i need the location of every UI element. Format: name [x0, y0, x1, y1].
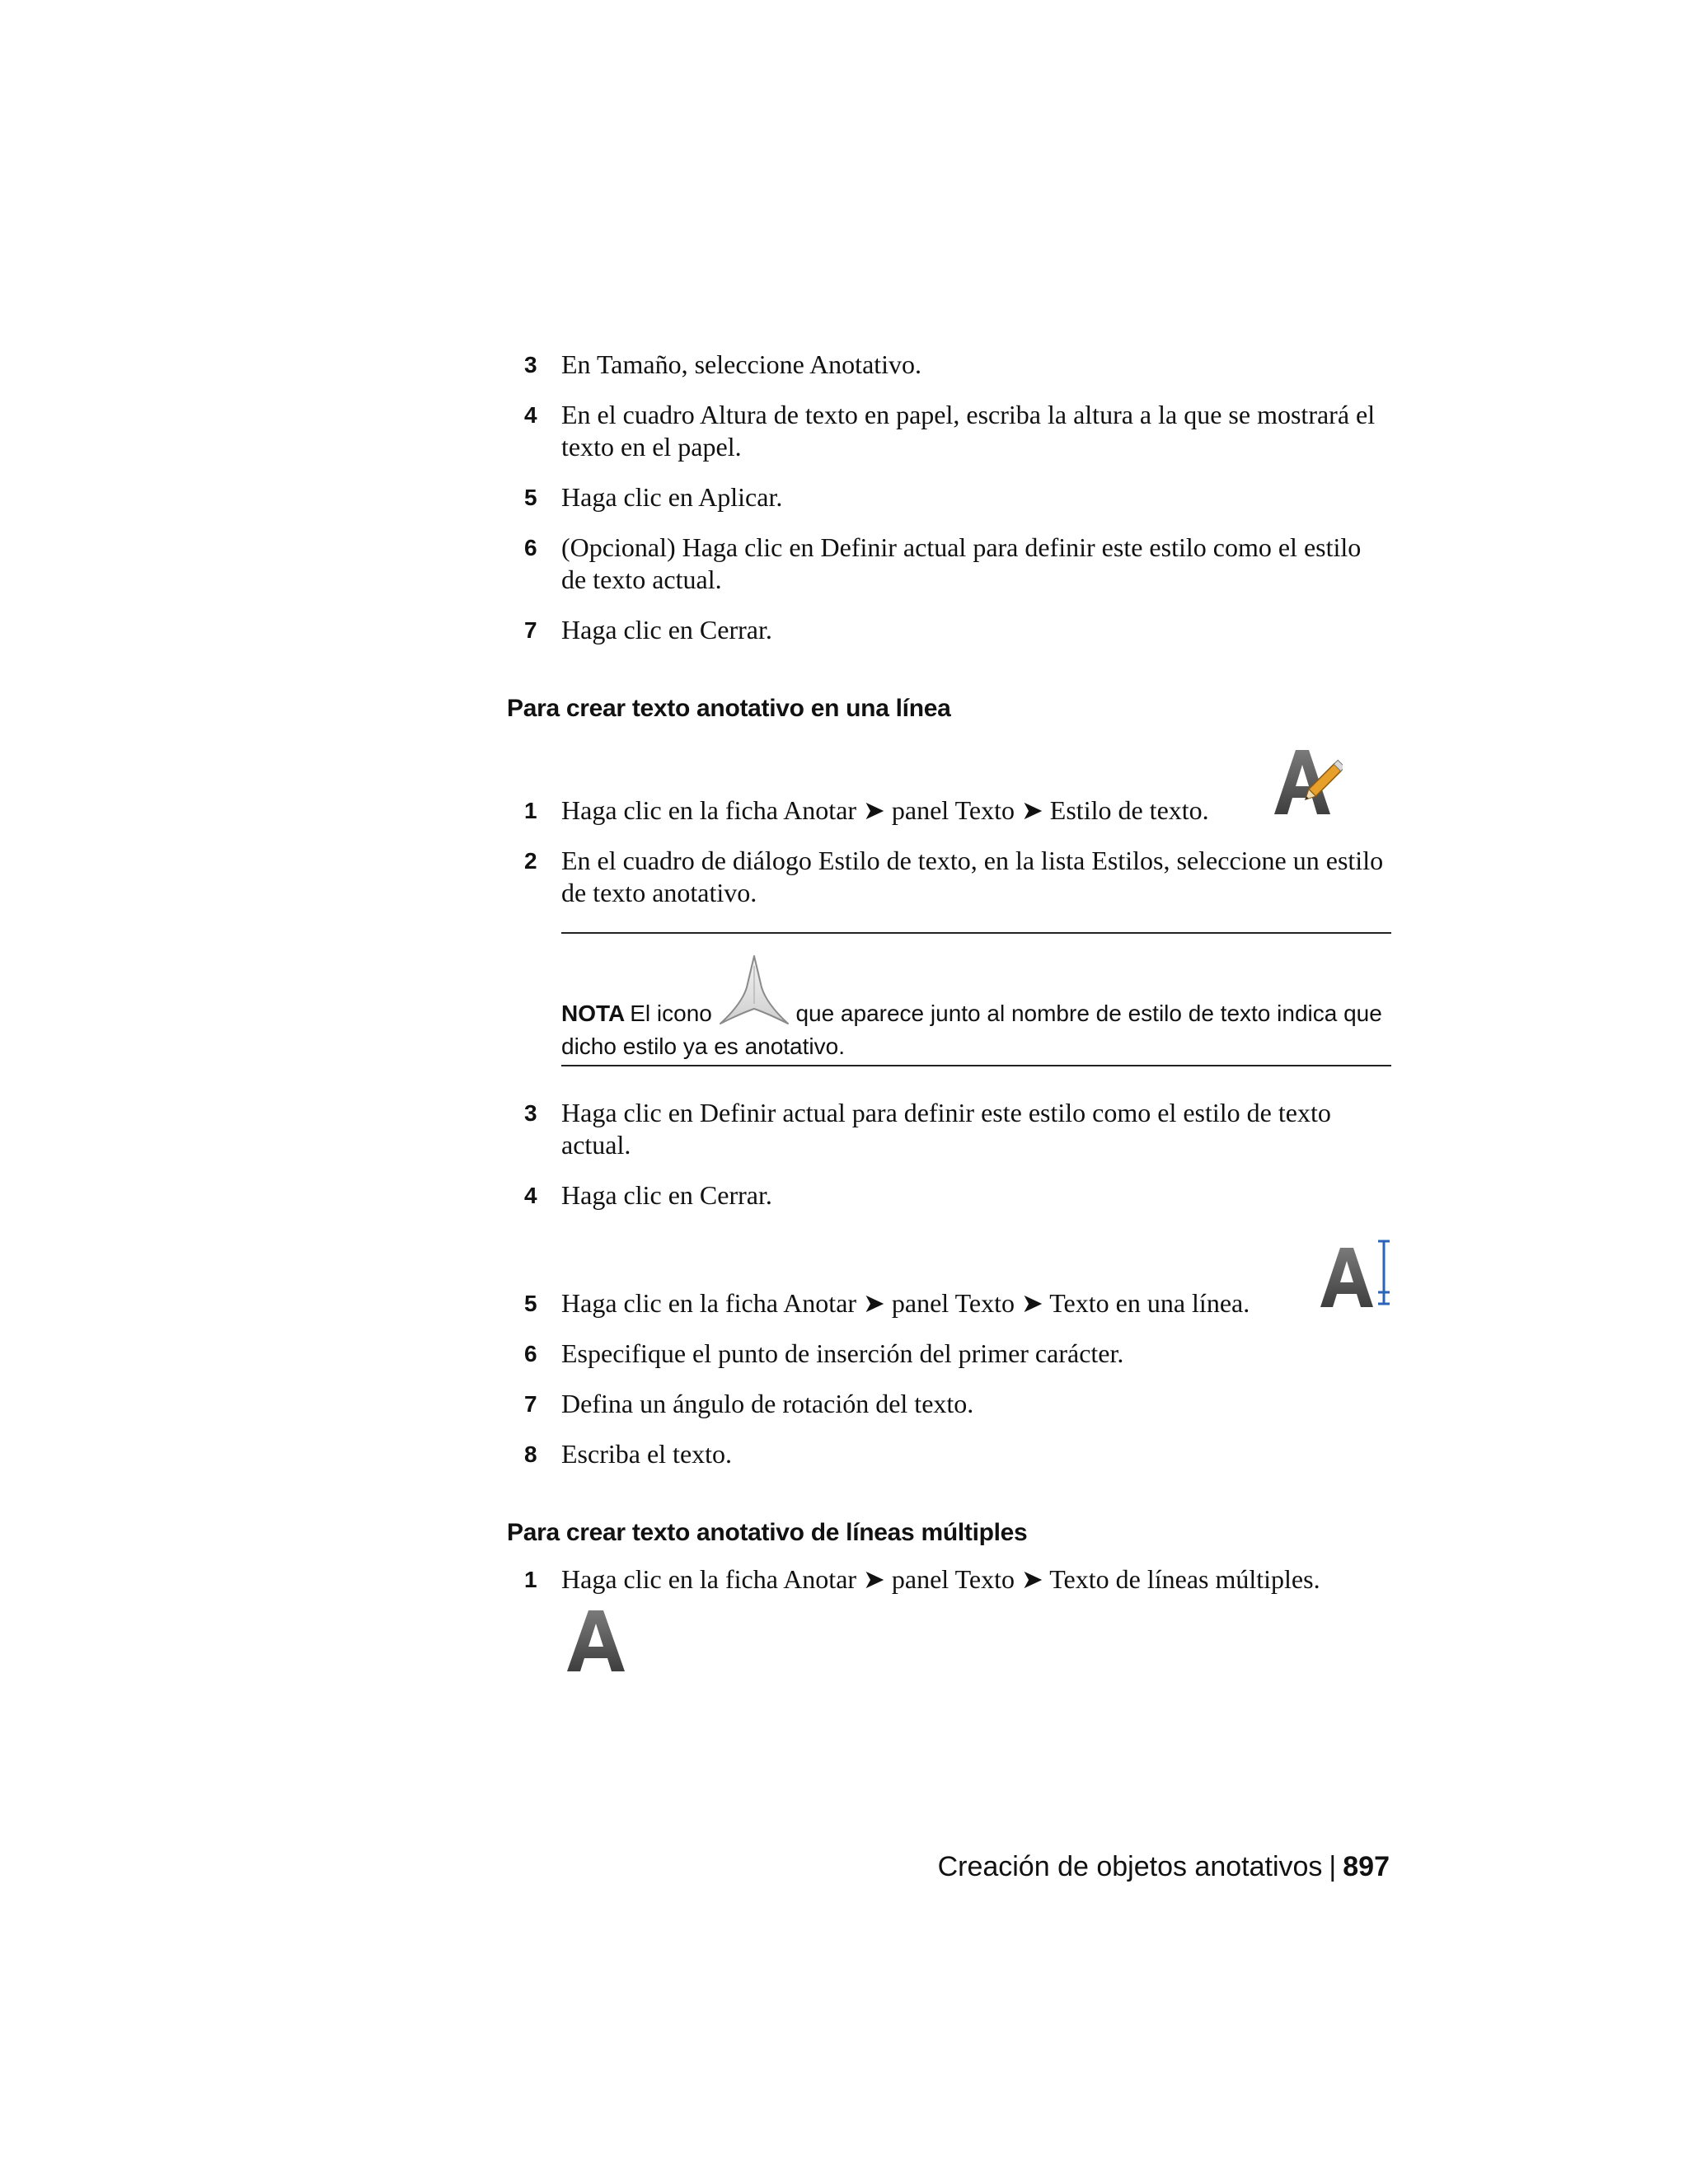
step-1-multiline-text: [524, 1563, 1391, 1596]
step-6-insertion-point: [524, 1338, 1391, 1370]
single-line-text-icon: [1319, 1238, 1393, 1312]
step-number: 5: [524, 1291, 537, 1316]
step-6-set-current: [524, 532, 1391, 596]
step-number: 7: [524, 617, 537, 643]
step-4-paper-height: [524, 399, 1391, 463]
note-text-before-icon: El icono: [630, 1001, 712, 1026]
step-8-type-text: [524, 1438, 1391, 1470]
step-text: Haga clic en la ficha Anotar ➤ panel Texto ➤ Texto de líneas múltiples.: [561, 1564, 1320, 1594]
step-number: 8: [524, 1441, 537, 1467]
step-number: 1: [524, 1567, 537, 1592]
step-number: 3: [524, 1100, 537, 1126]
multiline-text-icon: [565, 1605, 631, 1673]
step-number: 2: [524, 848, 537, 874]
page-footer: [938, 1849, 1390, 1885]
step-5-apply: [524, 481, 1391, 513]
step-number: 4: [524, 402, 537, 428]
note-text: [561, 997, 1391, 1062]
step-1-text-style: [524, 794, 1391, 827]
step-number: 3: [524, 352, 537, 377]
section-heading-multiline: Para crear texto anotativo de líneas múltiples: [507, 1519, 1028, 1546]
footer-separator: |: [1329, 1851, 1337, 1882]
step-number: 1: [524, 798, 537, 823]
step-7-close: [524, 614, 1391, 646]
page-number: 897: [1343, 1851, 1390, 1882]
step-text: Haga clic en la ficha Anotar ➤ panel Texto ➤ Texto en una línea.: [561, 1288, 1250, 1318]
note-text-after-icon: que aparece junto al nombre de estilo de texto indica que dicho estilo ya es anotativo.: [561, 1001, 1382, 1059]
step-5-single-line-text: [524, 1287, 1391, 1319]
step-2-select-style: [524, 845, 1391, 909]
step-4-close: [524, 1179, 1391, 1212]
footer-title: Creación de objetos anotativos: [937, 1851, 1323, 1882]
step-number: 6: [524, 535, 537, 560]
section-heading-single-line: Para crear texto anotativo en una línea: [507, 695, 951, 722]
step-text: Haga clic en Definir actual para definir este estilo como el estilo de texto actual.: [561, 1098, 1331, 1160]
step-text: Escriba el texto.: [561, 1439, 733, 1469]
text-style-icon: [1273, 745, 1343, 818]
step-number: 4: [524, 1183, 537, 1208]
step-text: Haga clic en Cerrar.: [561, 615, 772, 644]
step-text: Haga clic en Aplicar.: [561, 482, 783, 512]
step-text: En el cuadro de diálogo Estilo de texto, en la lista Estilos, seleccione un estilo de texto anotativo.: [561, 846, 1384, 907]
step-text: Haga clic en Cerrar.: [561, 1180, 772, 1210]
step-text: Especifique el punto de inserción del primer carácter.: [561, 1338, 1124, 1368]
step-text: En Tamaño, seleccione Anotativo.: [561, 349, 922, 379]
note-box: [561, 932, 1391, 1066]
note-label: NOTA: [561, 1001, 626, 1026]
step-7-rotation: [524, 1388, 1391, 1420]
step-text-content: Haga clic en la ficha Anotar ➤ panel Texto ➤ Estilo de texto.: [561, 795, 1209, 825]
step-text: [561, 794, 1391, 827]
step-3-set-current: [524, 1097, 1391, 1161]
step-text: (Opcional) Haga clic en Definir actual para definir este estilo como el estilo de texto actual.: [561, 532, 1362, 594]
step-text: En el cuadro Altura de texto en papel, escriba la altura a la que se mostrará el texto en el papel.: [561, 400, 1376, 462]
step-3-size: [524, 349, 1391, 381]
step-text: Defina un ángulo de rotación del texto.: [561, 1389, 974, 1418]
step-number: 6: [524, 1341, 537, 1366]
step-number: 7: [524, 1391, 537, 1417]
annotative-icon: [719, 997, 790, 1030]
step-number: 5: [524, 485, 537, 510]
